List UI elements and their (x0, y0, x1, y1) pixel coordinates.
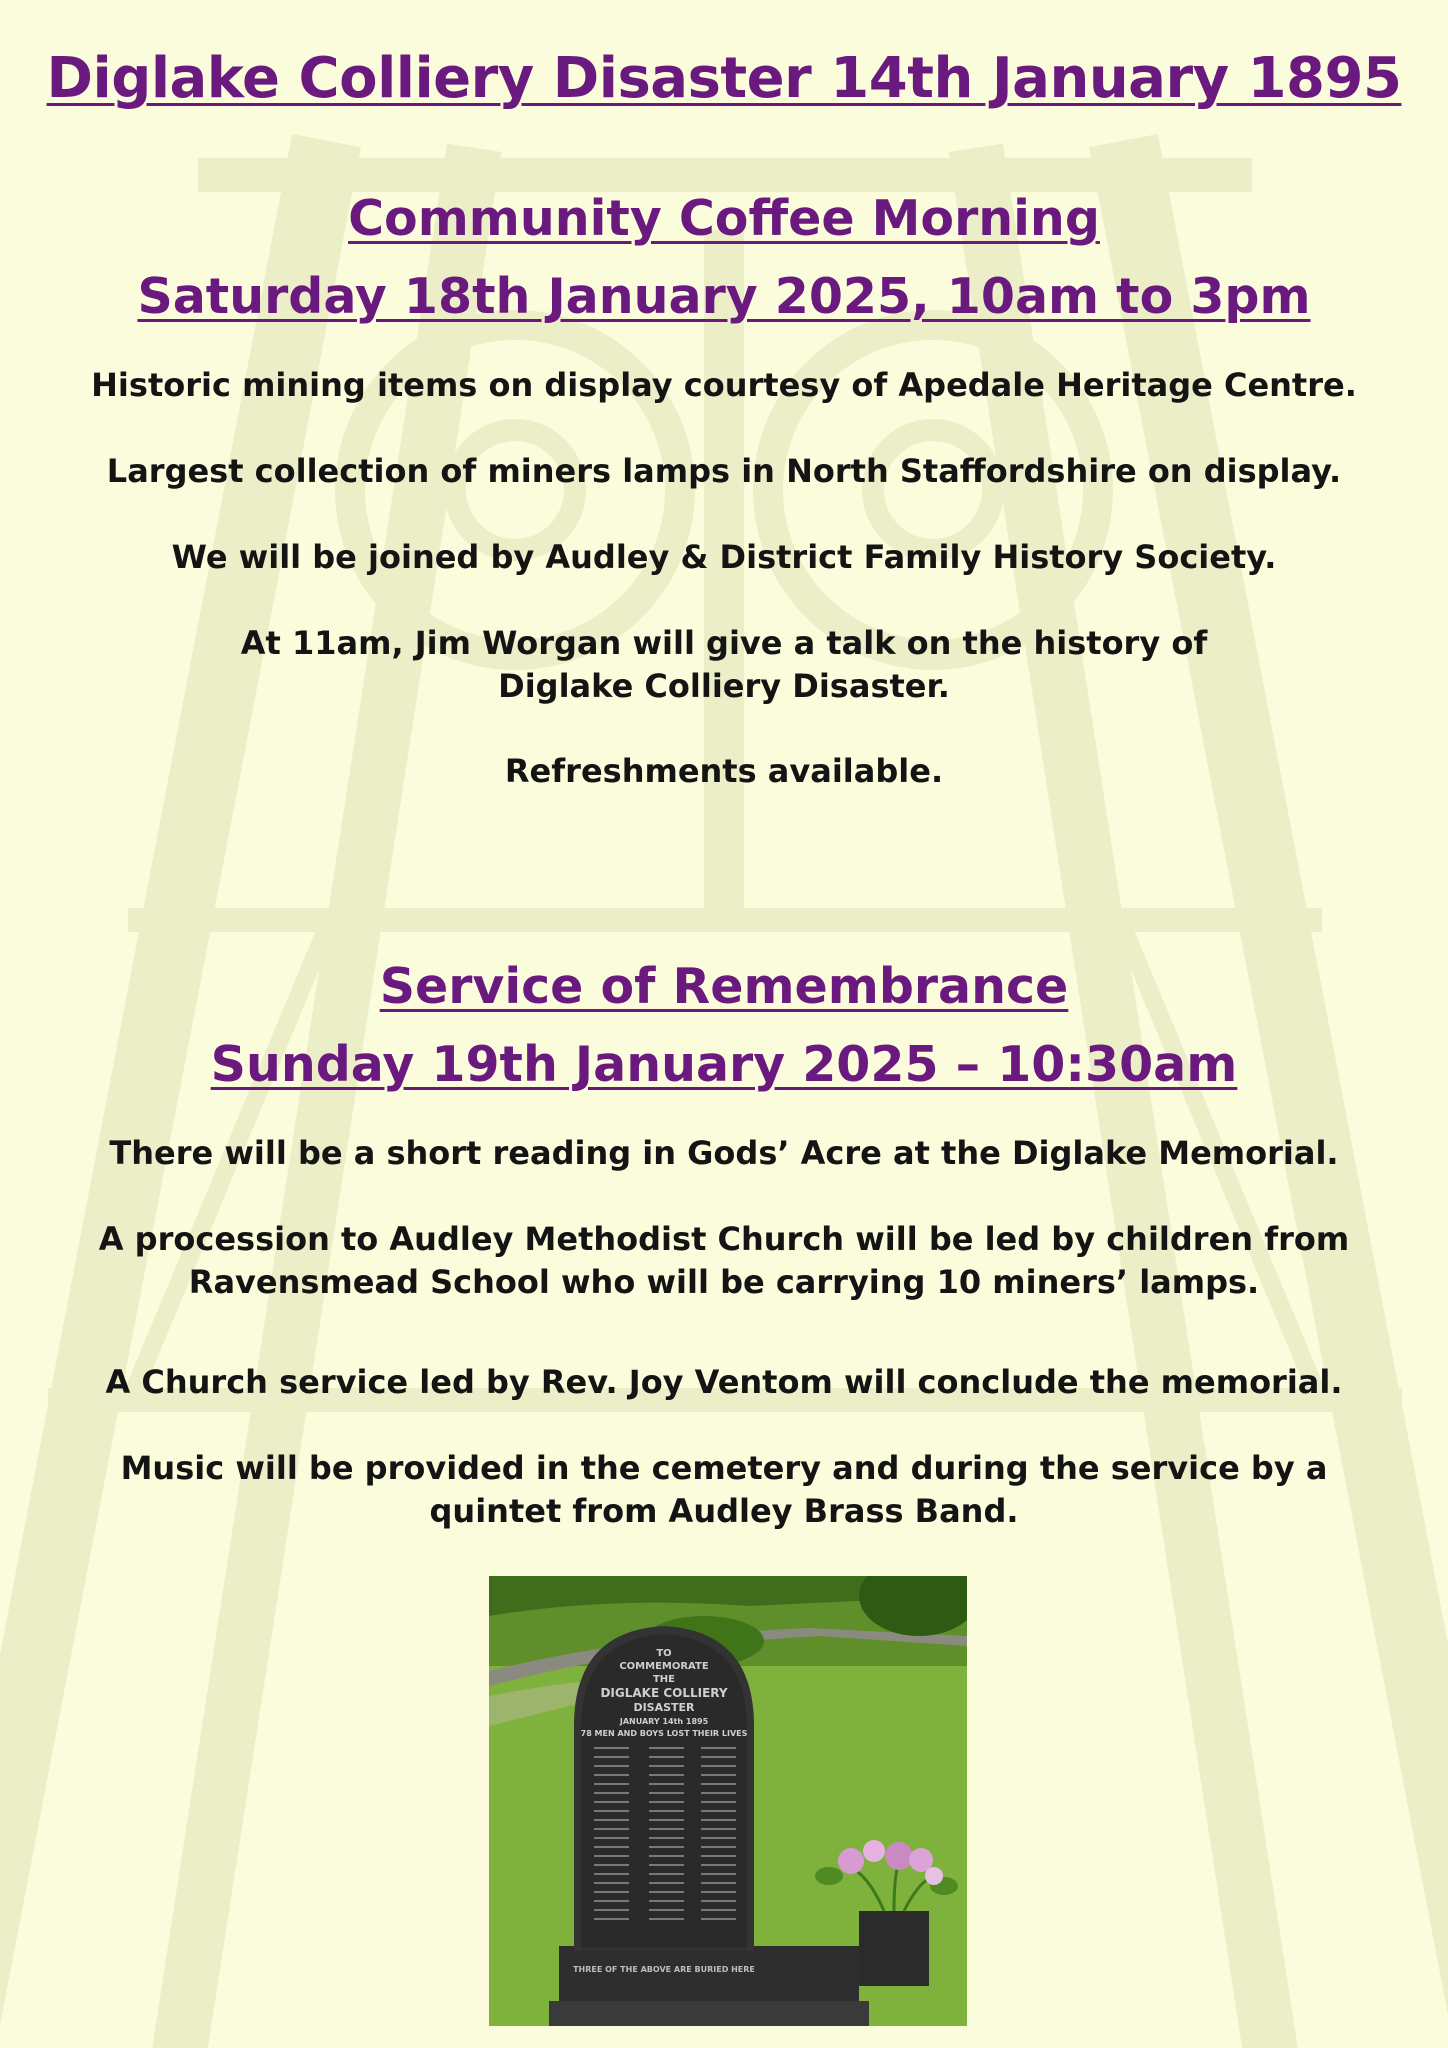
coffee-refreshments: Refreshments available. (504, 752, 944, 790)
coffee-talk-line-1: At 11am, Jim Worgan will give a talk on the history of (240, 624, 1208, 662)
service-music-line-1: Music will be provided in the cemetery and during the service by a (120, 1449, 1328, 1487)
memorial-footer: THREE OF THE ABOVE ARE BURIED HERE (573, 1965, 755, 1974)
service-procession (60, 1218, 1388, 1304)
memorial-photo-art (489, 1576, 967, 2026)
memorial-line-1: TO (656, 1648, 672, 1659)
coffee-talk (60, 622, 1388, 708)
service-music (60, 1447, 1388, 1533)
service-reading: There will be a short reading in Gods’ Acre at the Diglake Memorial. (109, 1134, 1339, 1172)
coffee-item-lamps: Largest collection of miners lamps in North Staffordshire on display. (106, 452, 1342, 490)
service-heading (0, 948, 1448, 1104)
service-church: A Church service led by Rev. Joy Ventom will conclude the memorial. (105, 1363, 1343, 1401)
coffee-item-society: We will be joined by Audley & District Family History Society. (171, 538, 1277, 576)
page-title: Diglake Colliery Disaster 14th January 1895 (46, 46, 1402, 111)
memorial-line-2: COMMEMORATE (619, 1661, 709, 1672)
coffee-morning-date: Saturday 18th January 2025, 10am to 3pm (137, 268, 1311, 325)
service-title: Service of Remembrance (379, 958, 1069, 1015)
memorial-line-3: THE (652, 1674, 676, 1685)
coffee-talk-line-2: Diglake Colliery Disaster. (498, 667, 950, 705)
memorial-line-6: JANUARY 14th 1895 (619, 1717, 709, 1726)
coffee-morning-title: Community Coffee Morning (348, 190, 1100, 247)
service-procession-line-2: Ravensmead School who will be carrying 10 miners’ lamps. (188, 1263, 1260, 1301)
memorial-line-7: 78 MEN AND BOYS LOST THEIR LIVES (580, 1729, 748, 1738)
coffee-morning-heading (0, 180, 1448, 336)
service-music-line-2: quintet from Audley Brass Band. (429, 1492, 1019, 1530)
memorial-line-5: DISASTER (633, 1701, 695, 1714)
service-date: Sunday 19th January 2025 – 10:30am (210, 1036, 1238, 1093)
memorial-photo (489, 1576, 967, 2026)
memorial-line-4: DIGLAKE COLLIERY (600, 1686, 728, 1700)
coffee-item-heritage: Historic mining items on display courtesy of Apedale Heritage Centre. (91, 366, 1357, 404)
service-procession-line-1: A procession to Audley Methodist Church will be led by children from (98, 1220, 1350, 1258)
